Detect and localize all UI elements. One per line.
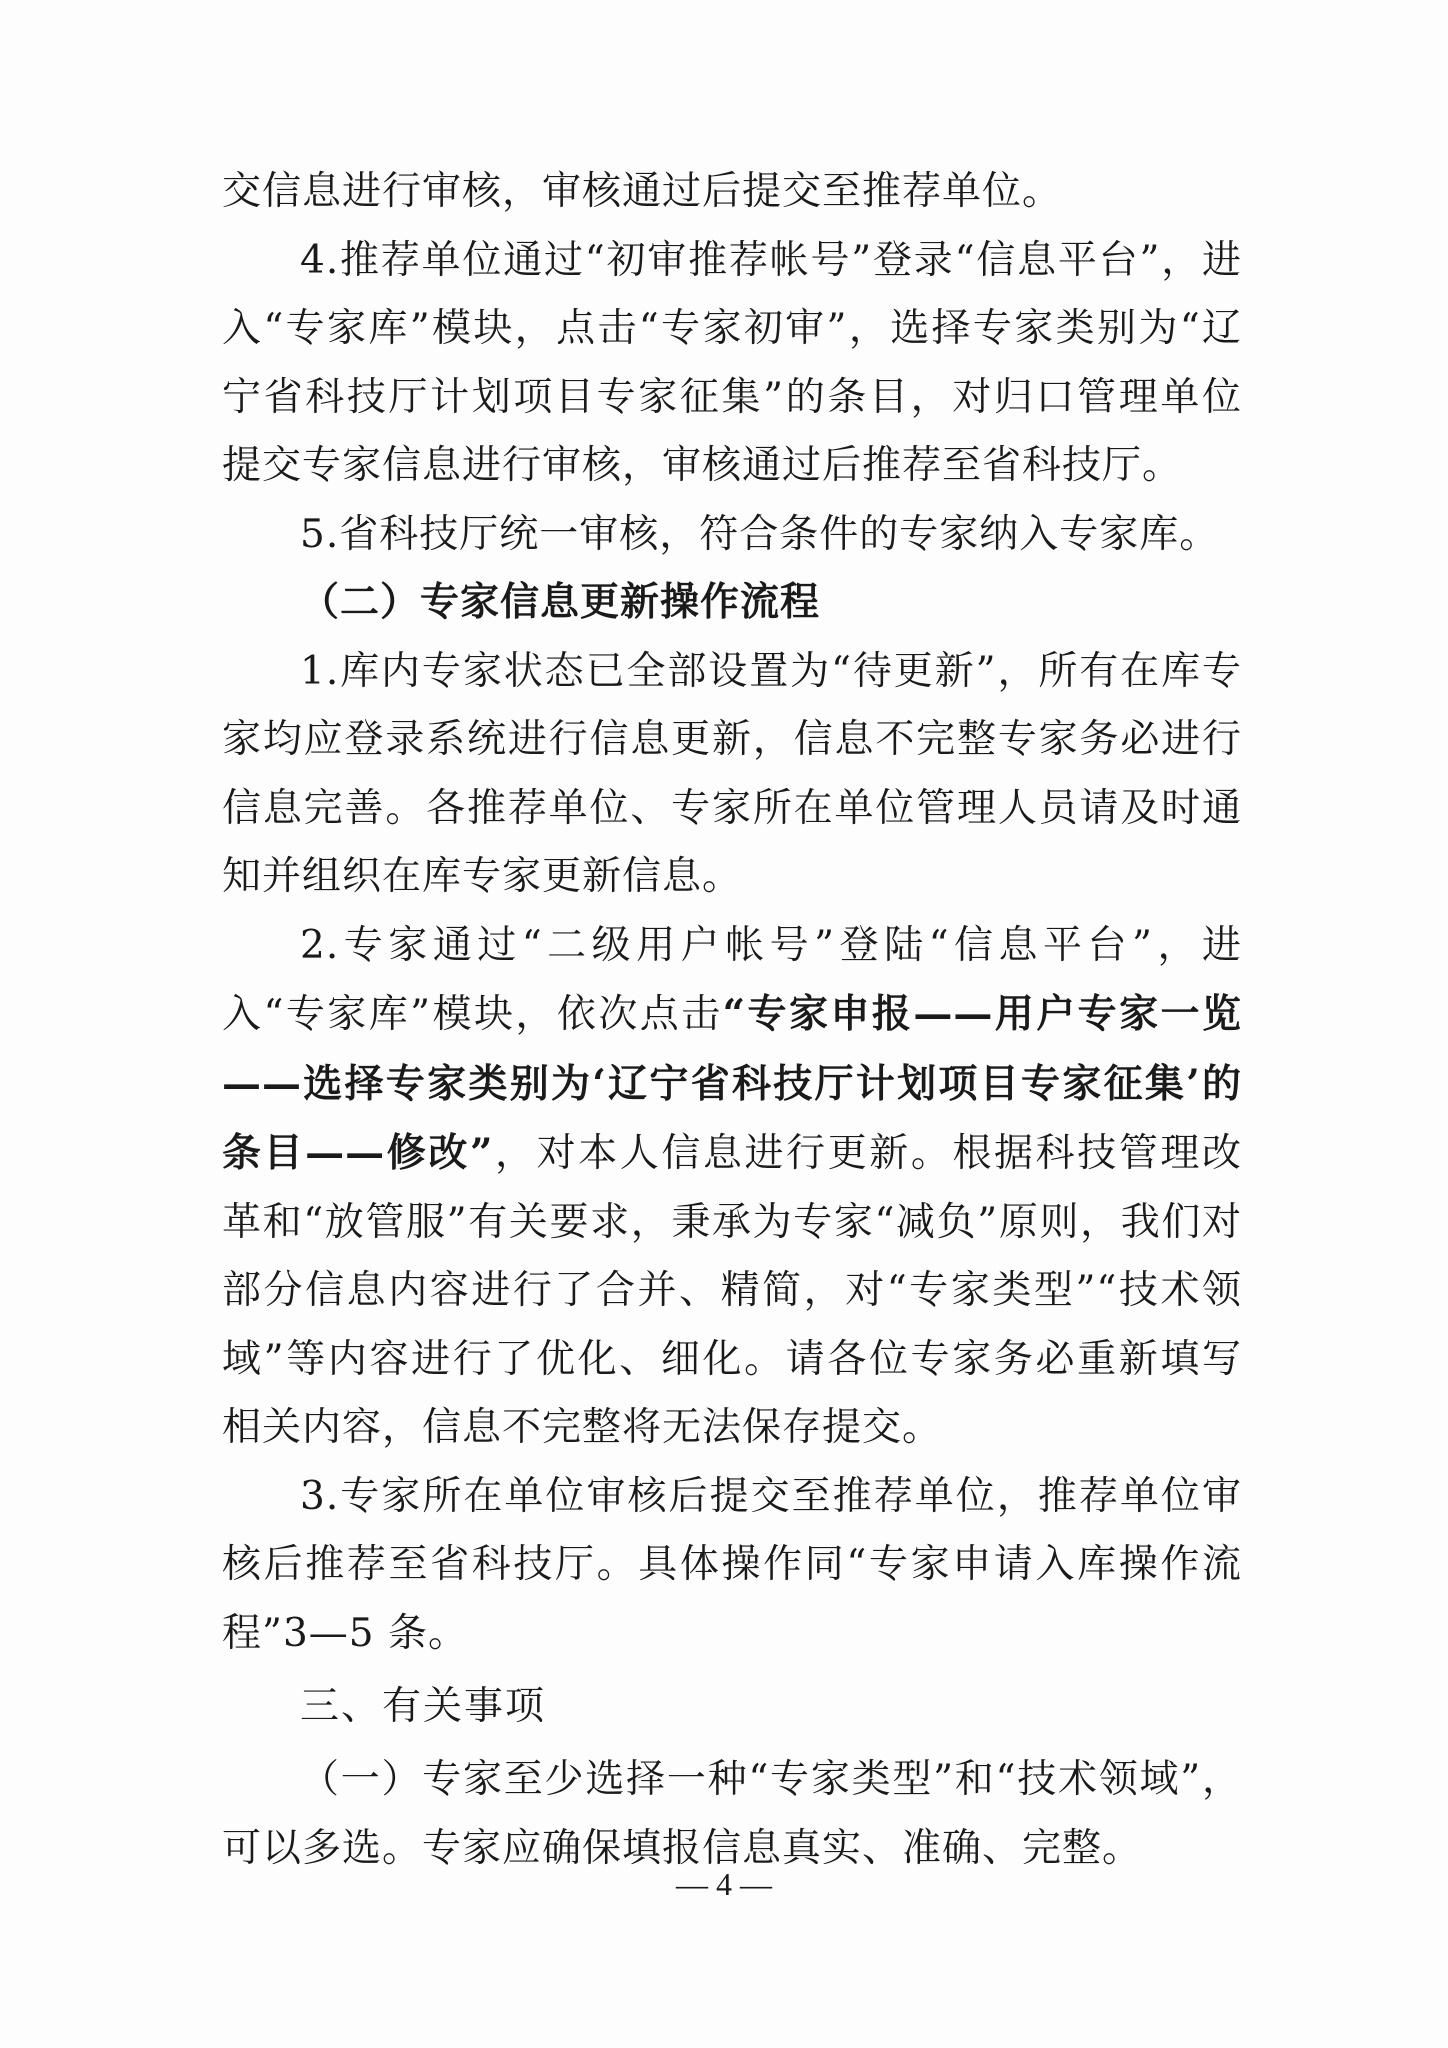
paragraph-update-step-1: 1.库内专家状态已全部设置为“待更新”，所有在库专家均应登录系统进行信息更新，信息不完整专家务必进行信息完善。各推荐单位、专家所在单位管理人员请及时通知并组织在库专家更新信息。 <box>222 648 1242 899</box>
paragraph-step-4: 4.推荐单位通过“初审推荐帐号”登录“信息平台”，进入“专家库”模块，点击“专家初审”，选择专家类别为“辽宁省科技厅计划项目专家征集”的条目，对归口管理单位提交专家信息进行审核，审核通过后推荐至省科技厅。 <box>222 237 1242 488</box>
step-2-intro: 2.专家通过“二级用户帐号”登陆“信息平台”，进入“专家库”模块，依次点击 <box>222 922 1242 1037</box>
step-2-navigation-path: “专家申报——用户专家一览——选择专家类别为‘辽宁省科技厅计划项目专家征集’的条目——修改” <box>222 991 1242 1176</box>
paragraph-step-5: 5.省科技厅统一审核，符合条件的专家纳入专家库。 <box>300 511 1220 557</box>
document-body <box>222 158 1242 1883</box>
section-heading-update-process: （二）专家信息更新操作流程 <box>300 580 821 625</box>
paragraph-update-step-2 <box>222 912 1242 1463</box>
paragraph-update-step-3: 3.专家所在单位审核后提交至推荐单位，推荐单位审核后推荐至省科技厅。具体操作同“专家申请入库操作流程”3—5 条。 <box>222 1473 1242 1656</box>
paragraph-matter-1: （一）专家至少选择一种“专家类型”和“技术领域”，可以多选。专家应确保填报信息真实、准确、完整。 <box>222 1757 1242 1871</box>
page-number: — 4 — <box>676 1866 772 1902</box>
step-2-details: ，对本人信息进行更新。根据科技管理改革和“放管服”有关要求，秉承为专家“减负”原则，我们对部分信息内容进行了合并、精简，对“专家类型”“技术领域”等内容进行了优化、细化。请各位专家务必重新填写相关内容，信息不完整将无法保存提交。 <box>222 1131 1242 1450</box>
section-heading-related-matters: 三、有关事项 <box>300 1684 547 1729</box>
paragraph-continued: 交信息进行审核，审核通过后提交至推荐单位。 <box>222 169 1063 214</box>
